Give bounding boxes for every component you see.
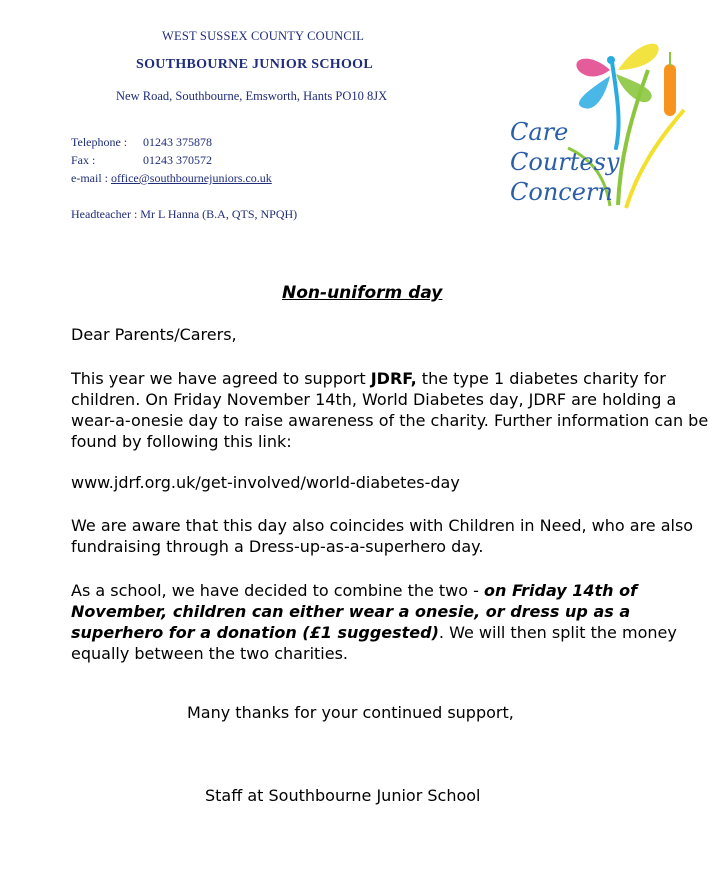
email-line xyxy=(71,171,272,186)
paragraph-combined-day xyxy=(71,580,711,664)
p1-text-a: This year we have agreed to support xyxy=(71,369,371,388)
school-address: New Road, Southbourne, Emsworth, Hants PO10 8JX xyxy=(116,89,388,103)
telephone-line xyxy=(71,135,212,150)
letter-title: Non-uniform day xyxy=(282,283,443,303)
council-name: WEST SUSSEX COUNTY COUNCIL xyxy=(162,29,365,43)
p1-jdrf: JDRF, xyxy=(370,369,417,388)
school-logo xyxy=(498,30,694,212)
telephone-label: Telephone : xyxy=(71,135,128,149)
paragraph-jdrf xyxy=(71,368,711,452)
thanks-line: Many thanks for your continued support, xyxy=(187,703,514,722)
p3-text-c: . We will then split the money equally between the two charities. xyxy=(71,623,677,663)
fax-line xyxy=(71,153,212,168)
signoff: Staff at Southbourne Junior School xyxy=(205,786,481,805)
email-label: e-mail : xyxy=(71,171,108,185)
jdrf-link[interactable]: www.jdrf.org.uk/get-involved/world-diabetes-day xyxy=(71,473,460,492)
p1-text-c: the type 1 diabetes charity for children. On Friday November 14th, World Diabetes day, JDRF are holding a wear-a-onesie day to raise awareness of the charity. Further information can be found by following this link: xyxy=(71,369,709,451)
greeting: Dear Parents/Carers, xyxy=(71,325,237,344)
p3-text-a: As a school, we have decided to combine the two - xyxy=(71,581,484,600)
motto-concern: Concern xyxy=(510,178,613,206)
motto-courtesy: Courtesy xyxy=(510,148,620,176)
headteacher-line: Headteacher : Mr L Hanna (B.A, QTS, NPQH) xyxy=(71,207,298,221)
fax-label: Fax : xyxy=(71,153,96,167)
telephone-number: 01243 375878 xyxy=(143,135,212,149)
fax-number: 01243 370572 xyxy=(143,153,212,167)
p3-emphasis: on Friday 14th of November, children can either wear a onesie, or dress up as a superhero for a donation (£1 suggested) xyxy=(71,581,638,642)
school-name: SOUTHBOURNE JUNIOR SCHOOL xyxy=(136,57,373,72)
paragraph-children-in-need: We are aware that this day also coincides with Children in Need, who are also fundraising through a Dress-up-as-a-superhero day. xyxy=(71,516,694,556)
motto-care: Care xyxy=(510,118,569,146)
email-link[interactable]: office@southbournejuniors.co.uk xyxy=(110,171,272,185)
